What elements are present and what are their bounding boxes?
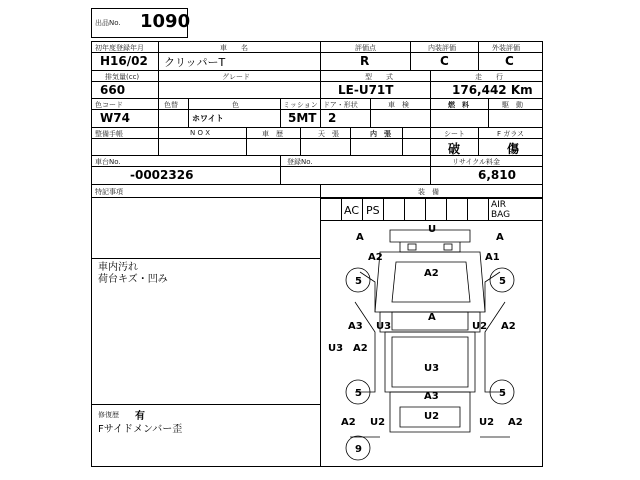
divider [158, 127, 159, 155]
divider [320, 70, 321, 98]
mileage-value: 176,442 Km [452, 83, 533, 97]
recycle-value: 6,810 [478, 168, 516, 182]
interior-trim-label: 内 張 [370, 130, 391, 138]
color-code-label: 色コード [95, 101, 123, 109]
divider [383, 198, 384, 221]
registration-label: 登録No. [287, 158, 313, 166]
mark-bottom-left-u2: U2 [370, 417, 386, 428]
notes-label: 特記事項 [95, 188, 123, 196]
chassis-value: -0002326 [130, 168, 194, 182]
vehicle-damage-diagram [320, 222, 543, 467]
divider [430, 127, 431, 155]
repair-label: 修復歴 [98, 411, 119, 419]
divider [91, 155, 543, 156]
divider [446, 198, 447, 221]
mark-bottom-right-u2: U2 [479, 417, 495, 428]
mark-rear-a3: A3 [424, 391, 439, 402]
repair-note: Fサイドメンバー歪 [98, 424, 183, 435]
model-label: 型 式 [365, 73, 393, 81]
divider [350, 127, 351, 155]
lot-number: 1090 [140, 11, 191, 32]
exterior-value: C [505, 54, 514, 68]
mark-right-front-a1: A1 [485, 252, 500, 263]
manual-label: 整備手帳 [95, 130, 123, 138]
mark-spare-tire: 9 [355, 444, 362, 455]
mark-bottom-left-a2: A2 [341, 417, 356, 428]
mark-far-left-a2: A2 [353, 343, 368, 354]
divider [410, 41, 411, 70]
color-change-label: 色替 [164, 101, 178, 109]
divider [467, 198, 468, 221]
divider [425, 198, 426, 221]
door-label: ドア・形状 [323, 101, 358, 109]
equipment-ps: PS [366, 204, 380, 217]
mark-left-rear-tire: 5 [355, 388, 362, 399]
mark-right-a2: A2 [501, 321, 516, 332]
mark-bed-u3: U3 [424, 363, 440, 374]
mission-label: ミッション [283, 101, 318, 109]
divider [280, 155, 281, 184]
divider [91, 404, 320, 405]
divider [158, 70, 159, 98]
divider [158, 41, 159, 70]
glass-label: F ガラス [497, 130, 525, 138]
divider [246, 127, 247, 155]
mark-left-a3: A3 [348, 321, 363, 332]
mark-right-rear-tire: 5 [499, 388, 506, 399]
mark-hood-a2: A2 [424, 268, 439, 279]
equipment-airbag: AIR BAG [491, 200, 511, 220]
equipment-label: 装 備 [418, 188, 439, 196]
recycle-label: リサイクル料金 [452, 158, 501, 166]
divider [320, 98, 321, 127]
history-label: 車 歴 [262, 130, 283, 138]
divider [430, 70, 431, 98]
divider [320, 41, 321, 70]
door-value: 2 [328, 111, 337, 125]
divider [404, 198, 405, 221]
divider [188, 98, 189, 127]
divider [158, 98, 159, 127]
mark-bottom-right-a2: A2 [508, 417, 523, 428]
nox-label: N O X [190, 129, 210, 137]
mission-value: 5MT [288, 111, 317, 125]
divider [91, 184, 543, 185]
mark-left-front-tire: 5 [355, 276, 362, 287]
mark-top-u: U [428, 224, 437, 235]
inspection-label: 車 検 [388, 101, 409, 109]
seat-value: 破 [448, 142, 461, 156]
displacement-label: 排気量(cc) [105, 73, 140, 81]
divider [488, 98, 489, 127]
car-name-value: クリッパーT [164, 56, 226, 69]
mark-top-right-a: A [496, 232, 504, 243]
sunroof-label: 天 張 [318, 130, 339, 138]
score-value: R [360, 54, 370, 68]
mark-left-u3: U3 [376, 321, 392, 332]
model-value: LE-U71T [338, 83, 394, 97]
divider [280, 98, 281, 127]
divider [478, 127, 479, 155]
divider [402, 127, 403, 155]
notes-line-2: 荷台キズ・凹み [98, 274, 168, 285]
color-label: 色 [232, 101, 239, 109]
mark-rear-u2: U2 [424, 411, 440, 422]
mark-right-front-tire: 5 [499, 276, 506, 287]
divider [300, 127, 301, 155]
repair-value: 有 [135, 411, 145, 422]
divider [430, 98, 431, 127]
divider [488, 198, 489, 221]
displacement-value: 660 [100, 83, 126, 97]
interior-value: C [440, 54, 449, 68]
mark-left-front-a2: A2 [368, 252, 383, 263]
color-code-value: W74 [100, 111, 130, 125]
lot-number-label: 出品No. [95, 19, 121, 27]
mark-cab-a: A [428, 312, 436, 323]
divider [478, 41, 479, 70]
interior-label: 内装評価 [428, 44, 456, 52]
mark-top-left-a: A [356, 232, 364, 243]
first-reg-label: 初年度登録年月 [95, 44, 144, 52]
notes-line-1: 車内汚れ [98, 262, 138, 273]
color-value: ホワイト [192, 114, 224, 123]
seat-label: シート [444, 130, 465, 138]
divider [370, 98, 371, 127]
mark-far-left-u3: U3 [328, 343, 344, 354]
glass-value: 傷 [507, 142, 520, 156]
chassis-label: 車台No. [95, 158, 121, 166]
mark-right-u2: U2 [472, 321, 488, 332]
car-name-label: 車 名 [220, 44, 248, 52]
divider [362, 198, 363, 221]
fuel-label: 燃 料 [448, 101, 469, 109]
first-reg-value: H16/02 [100, 54, 148, 68]
score-label: 評価点 [355, 44, 376, 52]
mileage-label: 走 行 [475, 73, 503, 81]
drive-label: 駆 動 [502, 101, 523, 109]
divider [341, 198, 342, 221]
exterior-label: 外装評価 [492, 44, 520, 52]
divider [430, 155, 431, 184]
equipment-ac: AC [344, 204, 360, 217]
grade-label: グレード [222, 73, 250, 81]
